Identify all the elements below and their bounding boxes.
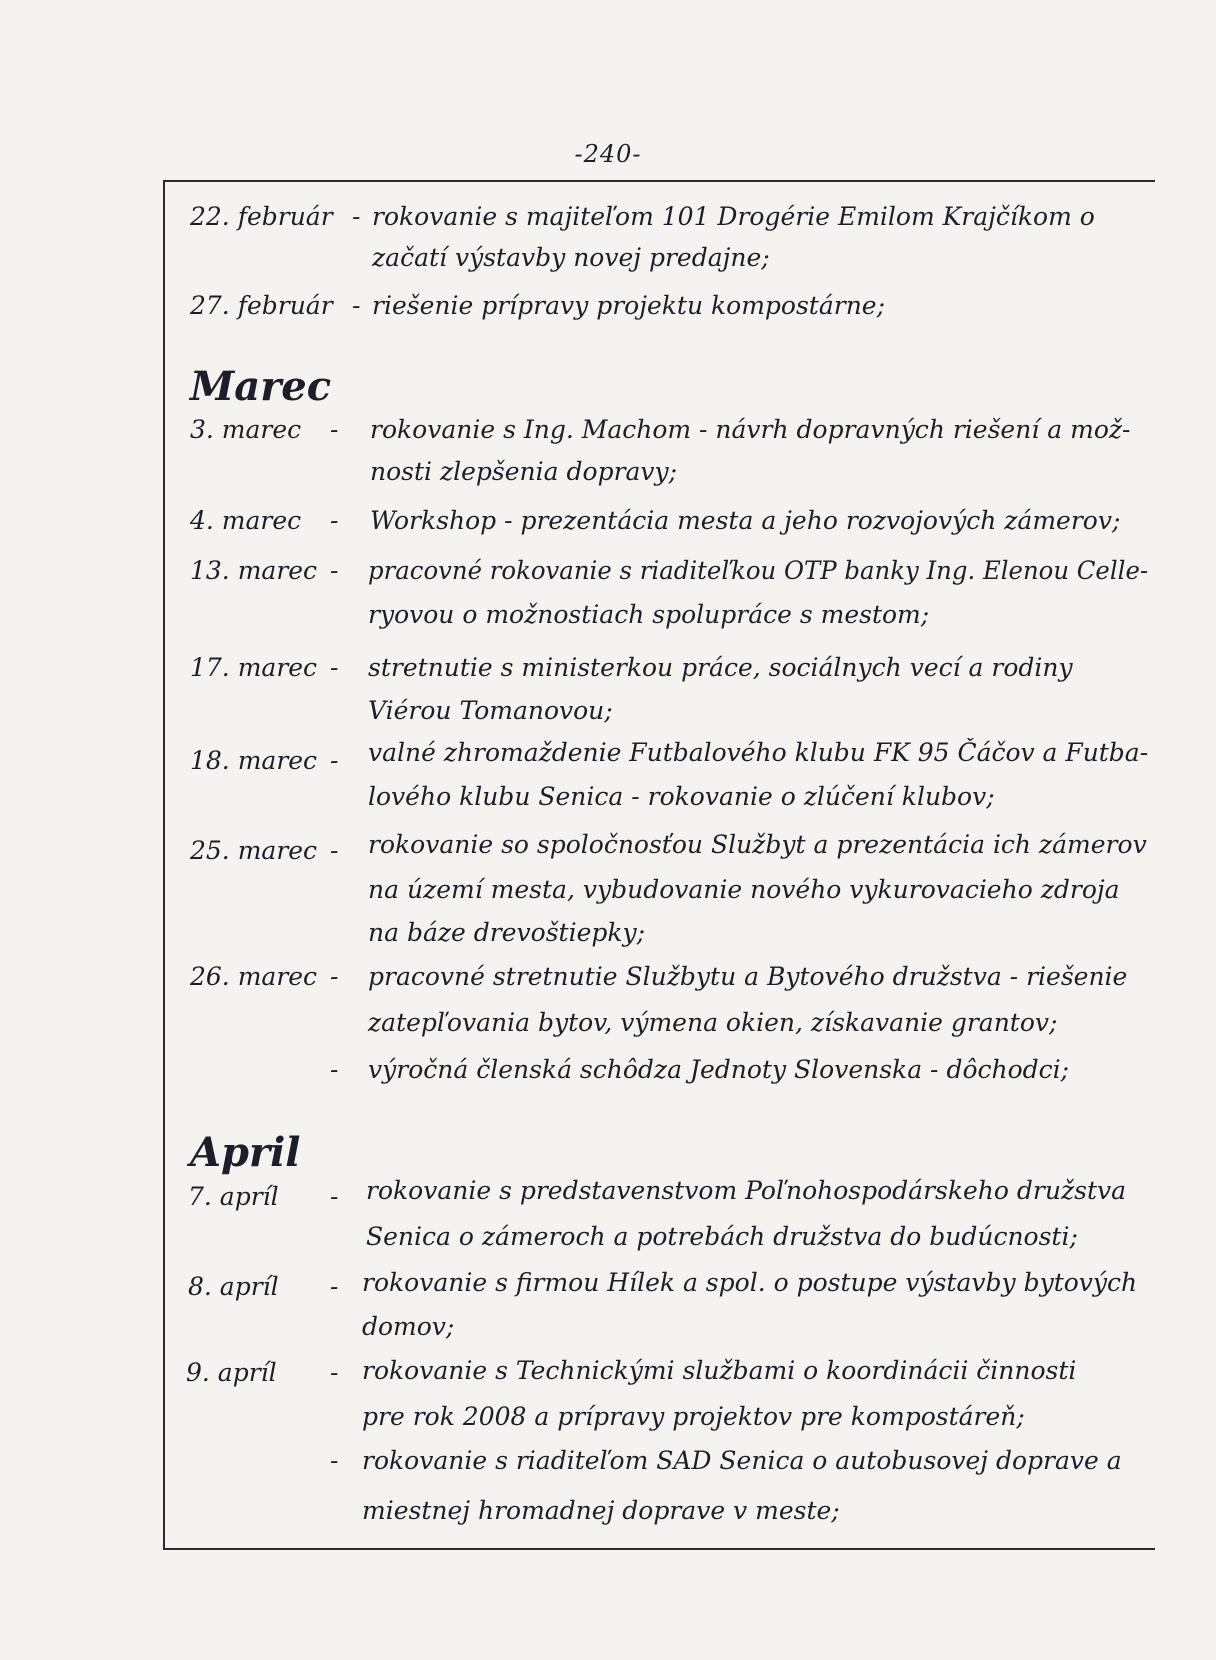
entry-line: pre rok 2008 a prípravy projektov pre kompostáreň; — [362, 1402, 1025, 1431]
entry-date: 3. marec — [190, 415, 302, 444]
entry-line: rokovanie s riaditeľom SAD Senica o autobusovej doprave a — [362, 1446, 1122, 1475]
entry-dash: - — [352, 202, 361, 231]
entry-date: 26. marec — [190, 962, 318, 991]
entry-date: 17. marec — [190, 653, 318, 682]
page-number: -240- — [574, 140, 642, 168]
entry-date: 27. február — [190, 291, 333, 320]
entry-line: Senica o zámeroch a potrebách družstva do budúcnosti; — [366, 1222, 1078, 1251]
entry-line: nosti zlepšenia dopravy; — [370, 457, 678, 486]
entry-line: zatepľovania bytov, výmena okien, získavanie grantov; — [368, 1008, 1058, 1037]
entry-line: riešenie prípravy projektu kompostárne; — [372, 291, 886, 320]
entry-date: 22. február — [190, 202, 333, 231]
entry-date: 25. marec — [190, 836, 318, 865]
month-heading-marec: Marec — [190, 363, 332, 410]
entry-dash: - — [330, 556, 339, 585]
entry-dash: - — [352, 291, 361, 320]
entry-line: domov; — [362, 1312, 455, 1341]
entry-date: 13. marec — [190, 556, 318, 585]
entry-dash: - — [330, 415, 339, 444]
entry-dash: - — [330, 653, 339, 682]
entry-line: rokovanie s majiteľom 101 Drogérie Emilom Krajčíkom o — [372, 202, 1095, 231]
entry-dash: - — [330, 506, 339, 535]
entry-dash: - — [330, 1358, 339, 1387]
month-heading-april: April — [190, 1129, 301, 1176]
entry-line: pracovné stretnutie Službytu a Bytového družstva - riešenie — [368, 962, 1128, 991]
entry-line: pracovné rokovanie s riaditeľkou OTP banky Ing. Elenou Celle- — [368, 556, 1149, 585]
entry-date: 7. apríl — [188, 1182, 279, 1211]
entry-line: miestnej hromadnej doprave v meste; — [362, 1496, 840, 1525]
entry-line: stretnutie s ministerkou práce, sociálnych vecí a rodiny — [368, 653, 1073, 682]
entry-line: ryovou o možnostiach spolupráce s mestom; — [368, 600, 930, 629]
entry-dash: - — [330, 1272, 339, 1301]
entry-line: na území mesta, vybudovanie nového vykurovacieho zdroja — [368, 875, 1120, 904]
entry-dash: - — [330, 746, 339, 775]
entry-dash: - — [330, 962, 339, 991]
entry-line: rokovanie so spoločnosťou Službyt a prezentácia ich zámerov — [368, 830, 1147, 859]
entry-dash: - — [330, 1055, 339, 1084]
entry-dash: - — [330, 836, 339, 865]
entry-line: rokovanie s Technickými službami o koordinácii činnosti — [362, 1356, 1077, 1385]
entry-date: 8. apríl — [188, 1272, 279, 1301]
entry-dash: - — [330, 1182, 339, 1211]
entry-line: rokovanie s predstavenstvom Poľnohospodárskeho družstva — [366, 1176, 1127, 1205]
entry-date: 9. apríl — [186, 1358, 277, 1387]
entry-line: lového klubu Senica - rokovanie o zlúčení klubov; — [368, 782, 995, 811]
entry-line: začatí výstavby novej predajne; — [372, 243, 770, 272]
entry-line: na báze drevoštiepky; — [368, 918, 646, 947]
entry-line: Viérou Tomanovou; — [368, 696, 613, 725]
entry-date: 4. marec — [190, 506, 302, 535]
entry-line: Workshop - prezentácia mesta a jeho rozvojových zámerov; — [370, 506, 1121, 535]
entry-date: 18. marec — [190, 746, 318, 775]
entry-line: výročná členská schôdza Jednoty Slovenska - dôchodci; — [368, 1055, 1070, 1084]
entry-line: rokovanie s firmou Hílek a spol. o postupe výstavby bytových — [362, 1268, 1138, 1297]
entry-line: valné zhromaždenie Futbalového klubu FK 95 Čáčov a Futba- — [368, 738, 1149, 767]
entry-dash: - — [330, 1446, 339, 1475]
entry-line: rokovanie s Ing. Machom - návrh dopravných riešení a mož- — [370, 415, 1131, 444]
